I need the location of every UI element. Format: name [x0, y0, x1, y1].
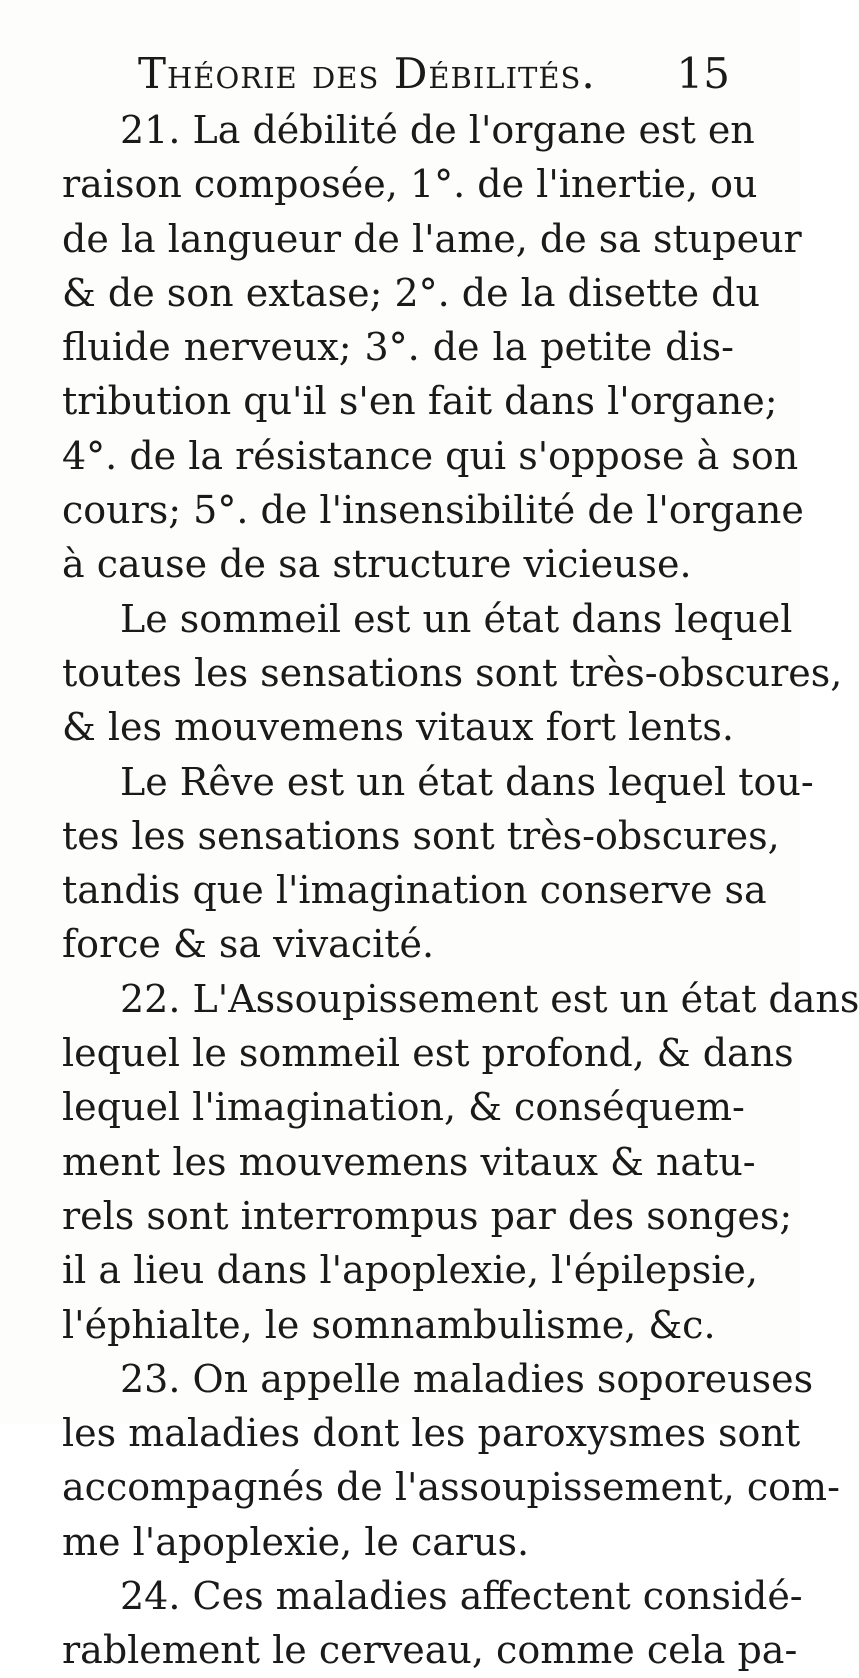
page-header: [130, 40, 730, 100]
text-line: lequel l'imagination, & conséquem-: [62, 1085, 745, 1130]
text-line: tribution qu'il s'en fait dans l'organe;: [62, 379, 778, 424]
text-line: fluide nerveux; 3°. de la petite dis-: [62, 325, 734, 370]
text-line: 4°. de la résistance qui s'oppose à son: [62, 433, 799, 478]
text-line: raison composée, 1°. de l'inertie, ou: [62, 162, 758, 207]
text-line: l'éphialte, le somnambulisme, &c.: [62, 1302, 716, 1347]
text-line: tandis que l'imagination conserve sa: [62, 868, 767, 913]
running-title: Théorie des Débilités.: [138, 49, 596, 98]
text-line: accompagnés de l'assoupissement, com-: [62, 1465, 840, 1510]
text-line: 24. Ces maladies affectent considé-: [120, 1574, 803, 1619]
text-line: ment les mouvemens vitaux & natu-: [62, 1139, 756, 1184]
text-line: cours; 5°. de l'insensibilité de l'organe: [62, 488, 804, 533]
text-line: rels sont interrompus par des songes;: [62, 1193, 793, 1238]
text-line: de la langueur de l'ame, de sa stupeur: [62, 216, 802, 261]
text-line: & de son extase; 2°. de la disette du: [62, 270, 760, 315]
text-line: à cause de sa structure vicieuse.: [62, 542, 692, 587]
text-line: 23. On appelle maladies soporeuses: [120, 1356, 814, 1401]
text-line: 21. La débilité de l'organe est en: [120, 108, 755, 152]
text-line: rablement le cerveau, comme cela pa-: [62, 1628, 798, 1673]
text-line: il a lieu dans l'apoplexie, l'épilepsie,: [62, 1248, 758, 1293]
page-number: 15: [676, 49, 730, 98]
text-line: me l'apoplexie, le carus.: [62, 1519, 530, 1564]
text-line: Le sommeil est un état dans lequel: [120, 596, 793, 641]
text-line: toutes les sensations sont très-obscures,: [62, 650, 843, 695]
text-line: les maladies dont les paroxysmes sont: [62, 1411, 801, 1456]
body-text: [62, 103, 859, 1678]
text-line: & les mouvemens vitaux fort lents.: [62, 705, 734, 750]
text-line: tes les sensations sont très-obscures,: [62, 813, 780, 858]
text-line: lequel le sommeil est profond, & dans: [62, 1031, 794, 1076]
text-line: Le Rêve est un état dans lequel tou-: [120, 759, 814, 804]
text-line: 22. L'Assoupissement est un état dans: [120, 976, 859, 1021]
text-line: force & sa vivacité.: [62, 922, 435, 967]
